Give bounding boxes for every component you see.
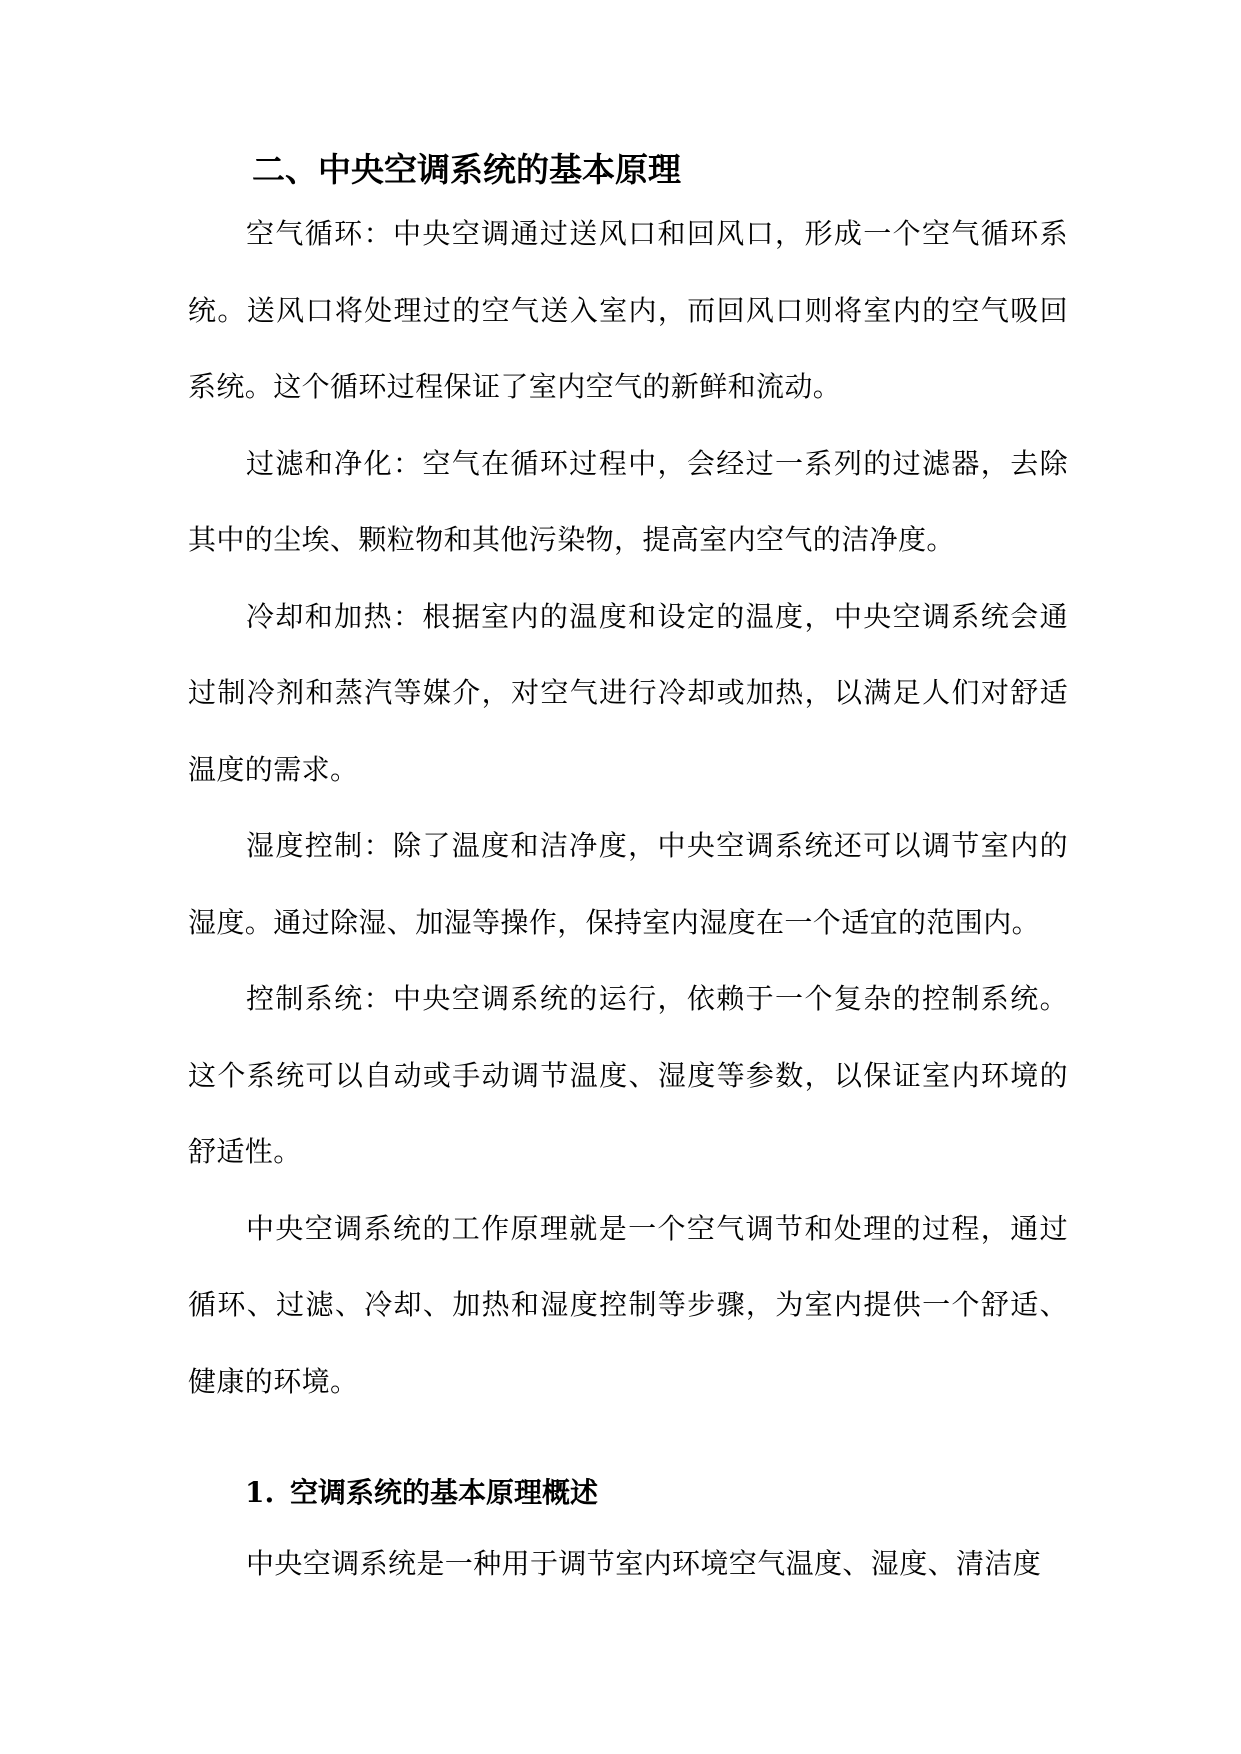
paragraph-cooling-heating: 冷却和加热：根据室内的温度和设定的温度，中央空调系统会通过制冷剂和蒸汽等媒介，对空气进行冷却或加热，以满足人们对舒适温度的需求。 <box>188 599 1068 786</box>
section-title: 二、中央空调系统的基本原理 <box>252 150 681 189</box>
paragraph-filtration: 过滤和净化：空气在循环过程中，会经过一系列的过滤器，去除其中的尘埃、颗粒物和其他污染物，提高室内空气的洁净度。 <box>188 446 1068 556</box>
paragraph-summary: 中央空调系统的工作原理就是一个空气调节和处理的过程，通过循环、过滤、冷却、加热和湿度控制等步骤，为室内提供一个舒适、健康的环境。 <box>188 1211 1068 1398</box>
paragraph-overview: 中央空调系统是一种用于调节室内环境空气温度、湿度、清洁度 <box>246 1547 1042 1580</box>
subsection-body <box>188 1526 1068 1603</box>
paragraph-humidity-control: 湿度控制：除了温度和洁净度，中央空调系统还可以调节室内的湿度。通过除湿、加湿等操作，保持室内湿度在一个适宜的范围内。 <box>188 829 1068 939</box>
body-text <box>188 196 1068 1420</box>
subsection-title-text: 空调系统的基本原理概述 <box>290 1476 599 1509</box>
paragraph-control-system: 控制系统：中央空调系统的运行，依赖于一个复杂的控制系统。这个系统可以自动或手动调节温度、湿度等参数，以保证室内环境的舒适性。 <box>188 982 1068 1168</box>
paragraph-air-circulation: 空气循环：中央空调通过送风口和回风口，形成一个空气循环系统。送风口将处理过的空气送入室内，而回风口则将室内的空气吸回系统。这个循环过程保证了室内空气的新鲜和流动。 <box>188 217 1068 403</box>
subsection-title <box>245 1475 598 1511</box>
subsection-number: 1. <box>245 1476 275 1509</box>
